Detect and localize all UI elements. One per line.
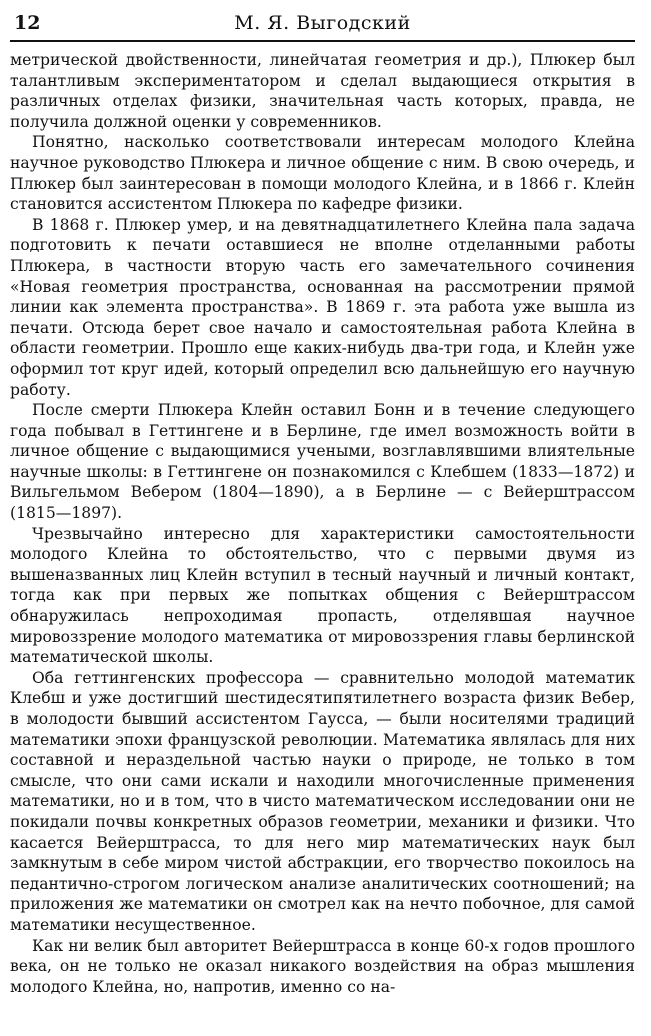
running-title: М. Я. Выгодский <box>234 12 411 34</box>
paragraph: метрической двойственности, линейчатая геометрия и др.), Плюкер был талантливым экспериментатором и сделал выдающиеся открытия в различных отделах физики, значительная часть которых, правда, не получила должной оценки у современников. <box>10 51 635 131</box>
paragraph: Оба геттингенских профессора — сравнительно молодой математик Клебш и уже достигший шестидесятипятилетнего возраста физик Вебер, в молодости бывший ассистентом Гаусса, — были носителями традиций математики эпохи французской революции. Математика являлась для них составной и нераздельной частью науки о природе, не только в том смысле, что они сами искали и находили многочисленные применения математики, но и в том, что в чисто математическом исследовании они не покидали почвы конкретных образов геометрии, механики и физики. Что касается Вейерштрасса, то для него мир математических наук был замкнутым в себе миром чистой абстракции, его творчество покоилось на педантично-строгом логическом анализе аналитических соотношений; на приложения же математики он смотрел как на нечто побочное, для самой математики несущественное. <box>10 668 635 934</box>
paragraph: После смерти Плюкера Клейн оставил Бонн и в течение следующего года побывал в Геттингене и в Берлине, где имел возможность войти в личное общение с выдающимися учеными, возглавлявшими влиятельные научные школы: в Геттингене он познакомился с Клебшем (1833—1872) и Вильгельмом Вебером (1804—1890), а в Берлине — с Вейерштрассом (1815—1897). <box>10 401 635 523</box>
paragraph: Понятно, насколько соответствовали интересам молодого Клейна научное руководство Плюкера и личное общение с ним. В свою очередь, и Плюкер был заинтересован в помощи молодого Клейна, и в 1866 г. Клейн становится ассистентом Плюкера по кафедре физики. <box>10 133 635 214</box>
paragraph: Как ни велик был авторитет Вейерштрасса в конце 60-х годов прошлого века, он не только не оказал никакого воздействия на образ мышления молодого Клейна, но, напротив, именно со на- <box>10 936 635 996</box>
paragraph: В 1868 г. Плюкер умер, и на девятнадцатилетнего Клейна пала задача подготовить к печати оставшиеся не вполне отделанными работы Плюкера, в частности вторую часть его замечательного сочинения «Новая геометрия пространства, основанная на рассмотрении прямой линии как элемента пространства». В 1869 г. эта работа уже вышла из печати. Отсюда берет свое начало и самостоятельная работа Клейна в области геометрии. Прошло еще каких-нибудь два-три года, и Клейн уже оформил тот круг идей, который определил всю дальнейшую его научную работу. <box>10 215 635 399</box>
page-number: 12 <box>14 12 41 34</box>
body-text <box>10 50 635 997</box>
page-header <box>10 6 635 42</box>
book-page <box>10 6 635 997</box>
paragraph: Чрезвычайно интересно для характеристики самостоятельности молодого Клейна то обстоятельство, что с первыми двумя из вышеназванных лиц Клейн вступил в тесный научный и личный контакт, тогда как при первых же попытках общения с Вейерштрассом обнаружилась непроходимая пропасть, отделявшая научное мировоззрение молодого математика от мировоззрения главы берлинской математической школы. <box>10 524 635 667</box>
